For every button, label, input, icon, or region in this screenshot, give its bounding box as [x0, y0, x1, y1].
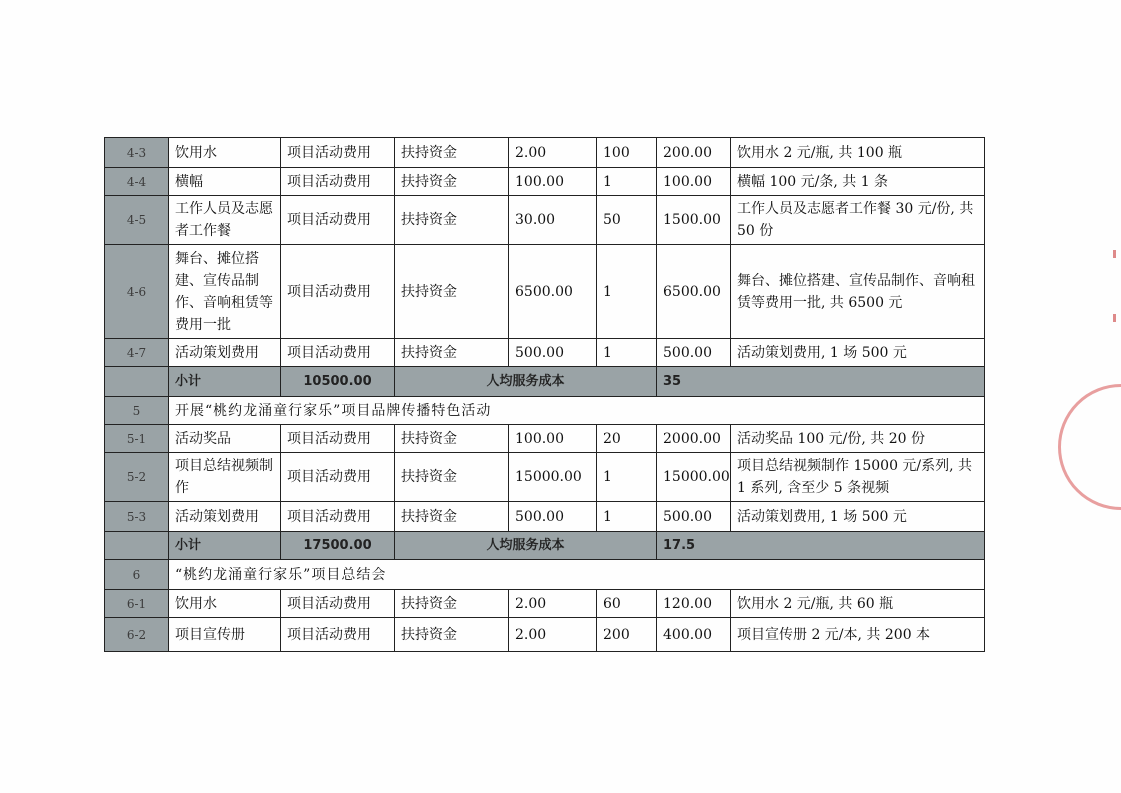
quantity: 1	[597, 339, 657, 367]
row-code: 5-3	[105, 502, 169, 532]
table-row	[105, 245, 985, 339]
quantity: 50	[597, 196, 657, 245]
item-note: 活动策划费用, 1 场 500 元	[731, 502, 985, 532]
per-capita-cost-value: 17.5	[657, 532, 985, 560]
item-category: 项目活动费用	[281, 618, 395, 652]
stamp-fragment	[1113, 314, 1116, 322]
item-note: 活动奖品 100 元/份, 共 20 份	[731, 425, 985, 453]
unit-price: 500.00	[509, 339, 597, 367]
funding-source: 扶持资金	[395, 168, 509, 196]
total-amount: 400.00	[657, 618, 731, 652]
item-category: 项目活动费用	[281, 590, 395, 618]
item-name: 活动策划费用	[169, 339, 281, 367]
table-row	[105, 138, 985, 168]
total-amount: 15000.00	[657, 453, 731, 502]
unit-price: 100.00	[509, 425, 597, 453]
item-category: 项目活动费用	[281, 453, 395, 502]
total-amount: 200.00	[657, 138, 731, 168]
row-code: 4-5	[105, 196, 169, 245]
seal-stamp	[1058, 384, 1121, 510]
row-code: 4-7	[105, 339, 169, 367]
section-code: 5	[105, 397, 169, 425]
stamp-fragment	[1113, 250, 1116, 258]
subtotal-row	[105, 532, 985, 560]
section-title: “桃约龙涌童行家乐”项目总结会	[169, 560, 985, 590]
row-code: 5-1	[105, 425, 169, 453]
item-name: 饮用水	[169, 138, 281, 168]
unit-price: 6500.00	[509, 245, 597, 339]
funding-source: 扶持资金	[395, 502, 509, 532]
section-row	[105, 560, 985, 590]
quantity: 20	[597, 425, 657, 453]
funding-source: 扶持资金	[395, 245, 509, 339]
quantity: 1	[597, 168, 657, 196]
table-row	[105, 453, 985, 502]
item-name: 活动策划费用	[169, 502, 281, 532]
total-amount: 500.00	[657, 339, 731, 367]
total-amount: 120.00	[657, 590, 731, 618]
item-category: 项目活动费用	[281, 168, 395, 196]
subtotal-amount: 10500.00	[281, 367, 395, 397]
subtotal-amount: 17500.00	[281, 532, 395, 560]
item-name: 饮用水	[169, 590, 281, 618]
funding-source: 扶持资金	[395, 196, 509, 245]
subtotal-row	[105, 367, 985, 397]
quantity: 200	[597, 618, 657, 652]
item-name: 横幅	[169, 168, 281, 196]
quantity: 100	[597, 138, 657, 168]
item-category: 项目活动费用	[281, 339, 395, 367]
row-code: 6-1	[105, 590, 169, 618]
quantity: 1	[597, 245, 657, 339]
section-row	[105, 397, 985, 425]
item-note: 横幅 100 元/条, 共 1 条	[731, 168, 985, 196]
total-amount: 500.00	[657, 502, 731, 532]
quantity: 1	[597, 453, 657, 502]
funding-source: 扶持资金	[395, 138, 509, 168]
row-code: 6-2	[105, 618, 169, 652]
unit-price: 100.00	[509, 168, 597, 196]
table-row	[105, 590, 985, 618]
item-note: 饮用水 2 元/瓶, 共 60 瓶	[731, 590, 985, 618]
item-category: 项目活动费用	[281, 196, 395, 245]
quantity: 1	[597, 502, 657, 532]
table-row	[105, 618, 985, 652]
funding-source: 扶持资金	[395, 425, 509, 453]
item-category: 项目活动费用	[281, 425, 395, 453]
table-row	[105, 425, 985, 453]
subtotal-spacer	[105, 367, 169, 397]
unit-price: 2.00	[509, 590, 597, 618]
item-category: 项目活动费用	[281, 138, 395, 168]
item-name: 舞台、摊位搭建、宣传品制作、音响租赁等费用一批	[169, 245, 281, 339]
per-capita-cost-label: 人均服务成本	[395, 367, 657, 397]
subtotal-label: 小计	[169, 367, 281, 397]
total-amount: 1500.00	[657, 196, 731, 245]
table-row	[105, 168, 985, 196]
per-capita-cost-value: 35	[657, 367, 985, 397]
section-code: 6	[105, 560, 169, 590]
table-row	[105, 196, 985, 245]
budget-table	[104, 137, 985, 652]
item-note: 饮用水 2 元/瓶, 共 100 瓶	[731, 138, 985, 168]
total-amount: 6500.00	[657, 245, 731, 339]
row-code: 4-6	[105, 245, 169, 339]
row-code: 4-4	[105, 168, 169, 196]
per-capita-cost-label: 人均服务成本	[395, 532, 657, 560]
item-category: 项目活动费用	[281, 502, 395, 532]
row-code: 5-2	[105, 453, 169, 502]
subtotal-label: 小计	[169, 532, 281, 560]
section-title: 开展“桃约龙涌童行家乐”项目品牌传播特色活动	[169, 397, 985, 425]
table-row	[105, 502, 985, 532]
unit-price: 2.00	[509, 618, 597, 652]
funding-source: 扶持资金	[395, 590, 509, 618]
item-note: 工作人员及志愿者工作餐 30 元/份, 共 50 份	[731, 196, 985, 245]
item-name: 活动奖品	[169, 425, 281, 453]
total-amount: 2000.00	[657, 425, 731, 453]
item-name: 项目总结视频制作	[169, 453, 281, 502]
unit-price: 2.00	[509, 138, 597, 168]
funding-source: 扶持资金	[395, 618, 509, 652]
item-name: 项目宣传册	[169, 618, 281, 652]
item-note: 活动策划费用, 1 场 500 元	[731, 339, 985, 367]
unit-price: 30.00	[509, 196, 597, 245]
item-note: 舞台、摊位搭建、宣传品制作、音响租赁等费用一批, 共 6500 元	[731, 245, 985, 339]
funding-source: 扶持资金	[395, 453, 509, 502]
subtotal-spacer	[105, 532, 169, 560]
item-name: 工作人员及志愿者工作餐	[169, 196, 281, 245]
item-note: 项目宣传册 2 元/本, 共 200 本	[731, 618, 985, 652]
unit-price: 15000.00	[509, 453, 597, 502]
item-note: 项目总结视频制作 15000 元/系列, 共 1 系列, 含至少 5 条视频	[731, 453, 985, 502]
funding-source: 扶持资金	[395, 339, 509, 367]
quantity: 60	[597, 590, 657, 618]
table-row	[105, 339, 985, 367]
unit-price: 500.00	[509, 502, 597, 532]
row-code: 4-3	[105, 138, 169, 168]
total-amount: 100.00	[657, 168, 731, 196]
item-category: 项目活动费用	[281, 245, 395, 339]
